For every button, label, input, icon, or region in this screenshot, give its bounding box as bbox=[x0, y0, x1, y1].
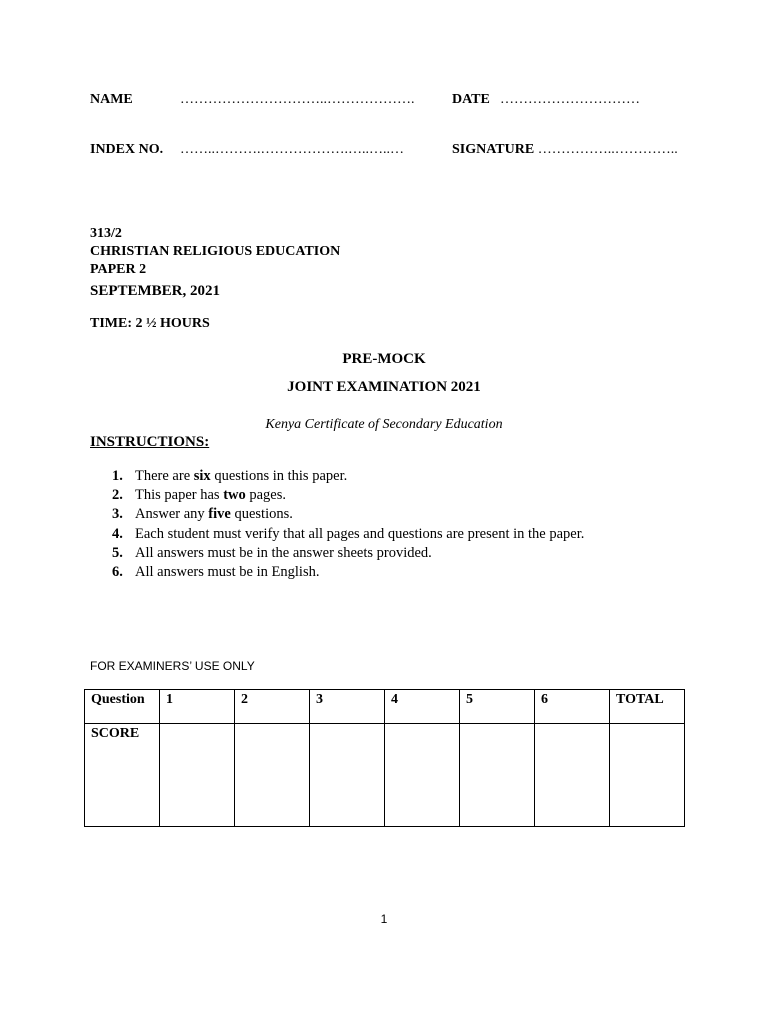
instruction-text: Each student must verify that all pages and questions are present in the paper. bbox=[135, 525, 585, 542]
paper-time: TIME: 2 ½ HOURS bbox=[90, 316, 210, 331]
question-number-cell: 1 bbox=[160, 690, 235, 724]
instruction-number: 2. bbox=[112, 487, 123, 504]
instruction-text: All answers must be in the answer sheets provided. bbox=[135, 544, 432, 561]
instruction-number: 6. bbox=[112, 564, 123, 581]
signature-field[interactable]: ……………..………….. bbox=[537, 142, 678, 157]
certificate-title: Kenya Certificate of Secondary Education bbox=[265, 417, 503, 432]
score-cell[interactable] bbox=[310, 724, 385, 827]
instruction-item bbox=[112, 563, 584, 582]
instruction-emphasis: six bbox=[193, 468, 211, 484]
score-label: SCORE bbox=[85, 724, 160, 827]
instruction-text-end: questions. bbox=[230, 506, 293, 523]
examiners-label: FOR EXAMINERS’ USE ONLY bbox=[90, 659, 255, 673]
question-number-cell: TOTAL bbox=[610, 690, 685, 724]
instruction-text: There are bbox=[135, 468, 194, 484]
instruction-item bbox=[112, 525, 584, 544]
score-cell[interactable] bbox=[235, 724, 310, 827]
instructions-heading: INSTRUCTIONS: bbox=[90, 434, 210, 450]
paper-code: 313/2 bbox=[90, 226, 122, 241]
instruction-text: Answer any bbox=[135, 506, 209, 523]
page-number: 1 bbox=[380, 912, 388, 926]
paper-date: SEPTEMBER, 2021 bbox=[90, 283, 221, 299]
date-field[interactable]: ………………………… bbox=[500, 92, 640, 107]
instruction-text: All answers must be in English. bbox=[135, 564, 320, 581]
date-label: DATE bbox=[452, 92, 490, 107]
paper-number: PAPER 2 bbox=[90, 262, 147, 277]
score-row bbox=[85, 724, 685, 827]
instruction-text: This paper has bbox=[135, 487, 224, 504]
instruction-emphasis: five bbox=[208, 506, 231, 523]
instruction-number: 4. bbox=[112, 525, 123, 542]
question-number-cell: 4 bbox=[385, 690, 460, 724]
instruction-item bbox=[112, 505, 584, 524]
instruction-number: 5. bbox=[112, 544, 123, 561]
instruction-number: 3. bbox=[112, 506, 123, 523]
paper-subject: CHRISTIAN RELIGIOUS EDUCATION bbox=[90, 244, 341, 259]
instruction-item bbox=[112, 467, 584, 486]
instruction-item bbox=[112, 486, 584, 505]
score-cell[interactable] bbox=[160, 724, 235, 827]
question-number-cell: 2 bbox=[235, 690, 310, 724]
name-label: NAME bbox=[90, 92, 133, 107]
instruction-text-end: questions in this paper. bbox=[210, 468, 348, 484]
question-row bbox=[85, 690, 685, 724]
instruction-number: 1. bbox=[112, 468, 123, 484]
score-cell[interactable] bbox=[610, 724, 685, 827]
instructions-list bbox=[112, 467, 584, 582]
instruction-emphasis: two bbox=[223, 487, 246, 504]
exam-subtitle: JOINT EXAMINATION 2021 bbox=[287, 379, 481, 395]
name-field[interactable]: …………………………..………………. bbox=[180, 92, 415, 107]
score-table bbox=[84, 689, 685, 827]
signature-label: SIGNATURE bbox=[452, 142, 535, 157]
instruction-text-end: pages. bbox=[245, 487, 287, 504]
score-cell[interactable] bbox=[460, 724, 535, 827]
score-cell[interactable] bbox=[385, 724, 460, 827]
signature-line[interactable] bbox=[452, 142, 678, 158]
exam-title: PRE-MOCK bbox=[342, 351, 426, 367]
instruction-item bbox=[112, 544, 584, 563]
question-number-cell: 6 bbox=[535, 690, 610, 724]
question-number-cell: 5 bbox=[460, 690, 535, 724]
index-field[interactable]: ……..……….……………….…..…..… bbox=[180, 142, 404, 157]
score-cell[interactable] bbox=[535, 724, 610, 827]
index-label: INDEX NO. bbox=[90, 142, 164, 157]
question-number-cell: 3 bbox=[310, 690, 385, 724]
question-header: Question bbox=[85, 690, 160, 724]
